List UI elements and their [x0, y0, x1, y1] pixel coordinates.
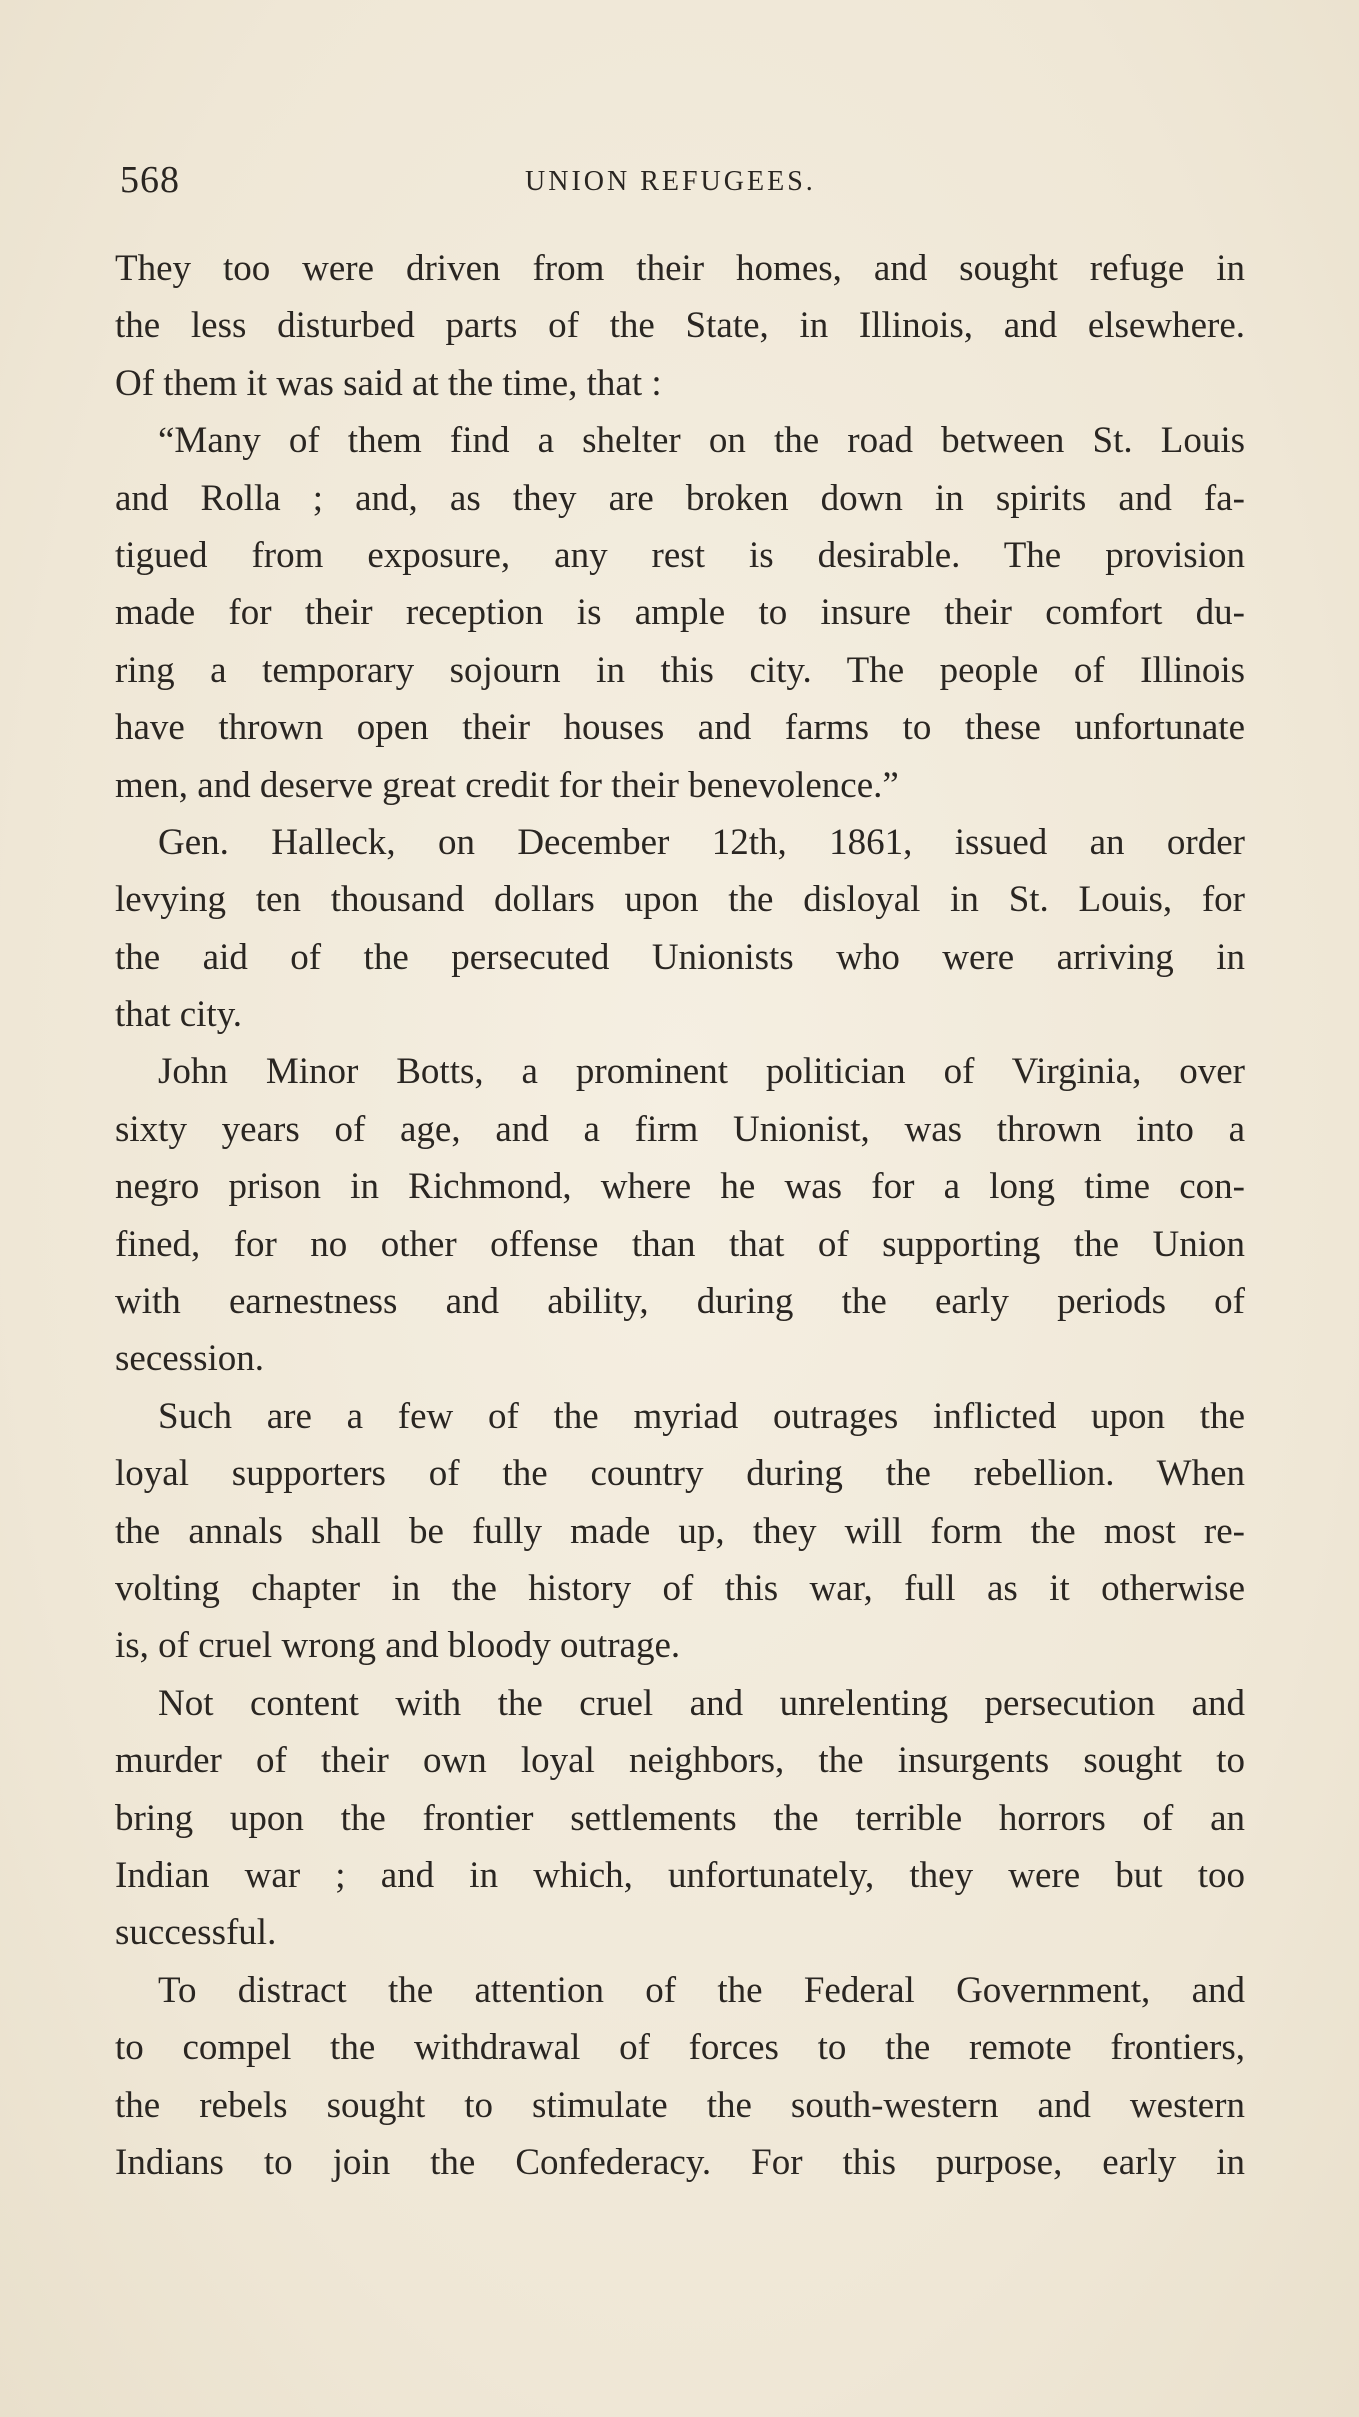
text-line: tigued from exposure, any rest is desirable. The provision: [115, 534, 1245, 576]
text-line: made for their reception is ample to insure their comfort du-: [115, 592, 1245, 634]
text-line: have thrown open their houses and farms to these unfortunate: [115, 707, 1245, 749]
text-line: John Minor Botts, a prominent politician of Virginia, over: [158, 1051, 1245, 1093]
text-line: murder of their own loyal neighbors, the insurgents sought to: [115, 1740, 1245, 1782]
body-text: [115, 240, 1245, 2191]
text-line: To distract the attention of the Federal Government, and: [158, 1969, 1245, 2011]
text-line: levying ten thousand dollars upon the disloyal in St. Louis, for: [115, 879, 1245, 921]
text-line: men, and deserve great credit for their benevolence.”: [115, 764, 899, 806]
text-line: that city.: [115, 994, 243, 1036]
text-line: volting chapter in the history of this war, full as it otherwise: [115, 1567, 1245, 1609]
text-line: ring a temporary sojourn in this city. The people of Illinois: [115, 649, 1245, 691]
text-line: Indian war ; and in which, unfortunately, they were but too: [115, 1854, 1245, 1896]
text-line: the less disturbed parts of the State, in Illinois, and elsewhere.: [115, 305, 1245, 347]
text-line: Gen. Halleck, on December 12th, 1861, issued an order: [158, 821, 1245, 863]
running-head: UNION REFUGEES.: [525, 166, 816, 197]
text-line: successful.: [115, 1912, 277, 1954]
text-line: fined, for no other offense than that of supporting the Union: [115, 1223, 1245, 1265]
text-line: Indians to join the Confederacy. For this purpose, early in: [115, 2141, 1245, 2183]
page-header: [120, 158, 1245, 208]
text-line: to compel the withdrawal of forces to the remote frontiers,: [115, 2027, 1245, 2069]
text-line: the annals shall be fully made up, they will form the most re-: [115, 1510, 1245, 1552]
page-number: 568: [120, 159, 180, 201]
text-line: Not content with the cruel and unrelenting persecution and: [158, 1682, 1245, 1724]
text-line: is, of cruel wrong and bloody outrage.: [115, 1625, 681, 1667]
text-line: the rebels sought to stimulate the south-western and western: [115, 2084, 1245, 2126]
text-line: loyal supporters of the country during the rebellion. When: [115, 1453, 1245, 1495]
text-line: bring upon the frontier settlements the terrible horrors of an: [115, 1797, 1245, 1839]
text-line: “Many of them find a shelter on the road between St. Louis: [158, 420, 1245, 462]
text-line: negro prison in Richmond, where he was for a long time con-: [115, 1166, 1245, 1208]
text-line: secession.: [115, 1338, 264, 1380]
text-line: the aid of the persecuted Unionists who were arriving in: [115, 936, 1245, 978]
text-line: Of them it was said at the time, that :: [115, 362, 662, 404]
text-line: with earnestness and ability, during the early periods of: [115, 1281, 1245, 1323]
text-line: They too were driven from their homes, and sought refuge in: [115, 248, 1245, 289]
text-line: and Rolla ; and, as they are broken down in spirits and fa-: [115, 477, 1245, 519]
text-line: Such are a few of the myriad outrages inflicted upon the: [158, 1395, 1245, 1437]
text-line: sixty years of age, and a firm Unionist, was thrown into a: [115, 1108, 1245, 1150]
